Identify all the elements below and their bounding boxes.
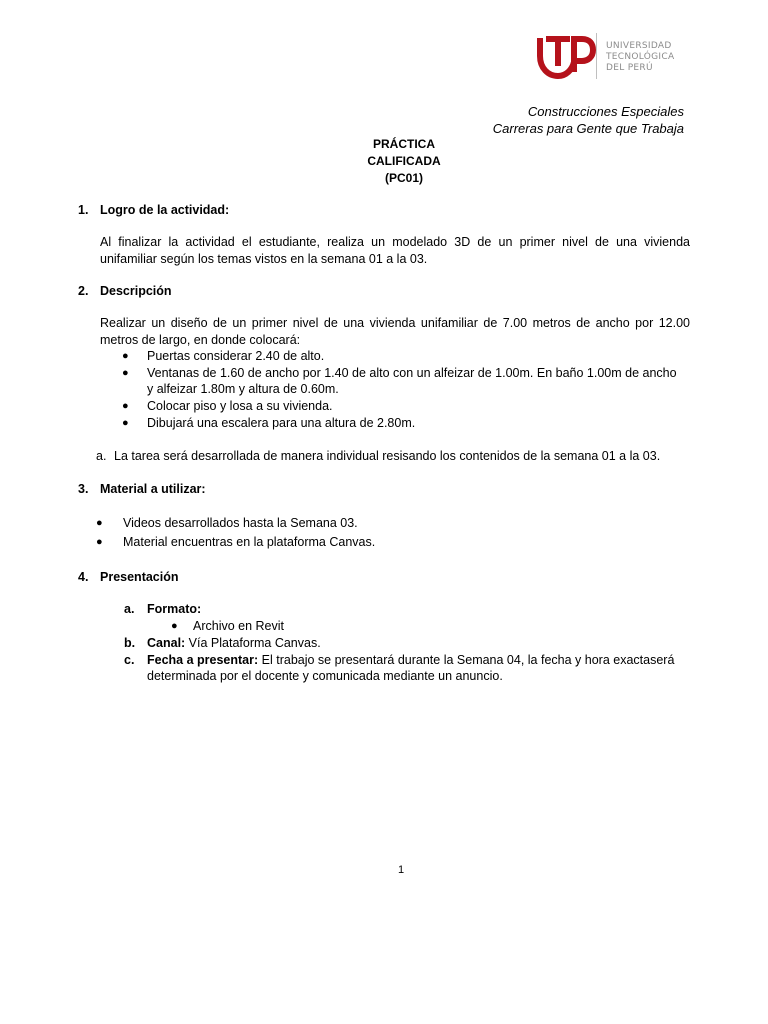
- section-2-bullet-2-line-1: Ventanas de 1.60 de ancho por 1.40 de alto con un alfeizar de 1.00m. En baño 1.00m de ancho: [147, 366, 677, 380]
- section-4-item-b-text: Vía Plataforma Canvas.: [185, 636, 321, 650]
- section-4-item-c-label: Fecha a presentar:: [147, 653, 259, 667]
- university-name-line-1: UNIVERSIDAD: [606, 41, 672, 51]
- bullet-icon: ●: [96, 536, 103, 548]
- page-number: 1: [398, 864, 405, 876]
- university-name: [606, 41, 674, 74]
- section-4-item-b: [147, 635, 321, 651]
- section-4-item-c-line-2: determinada por el docente y comunicada mediante un anuncio.: [147, 669, 503, 683]
- section-2-number: 2.: [78, 284, 89, 298]
- section-2-body: [100, 315, 690, 348]
- section-2-note-text: La tarea será desarrollada de manera individual resisando los contenidos de la semana 01 a la 03.: [114, 449, 661, 463]
- section-4-item-b-label: Canal:: [147, 636, 186, 650]
- section-4-item-a-label: Formato:: [147, 602, 202, 616]
- bullet-icon: ●: [96, 517, 103, 529]
- course-name: Construcciones Especiales: [527, 104, 684, 119]
- section-4-item-a-sub-bullet: Archivo en Revit: [193, 619, 285, 633]
- section-4-item-c-line-1: [147, 652, 674, 668]
- utp-logo-mark-icon: [536, 30, 596, 80]
- section-4-item-c-text-1: El trabajo se presentará durante la Semana 04, la fecha y hora exactaserá: [258, 653, 675, 667]
- course-header: [493, 103, 684, 137]
- section-2-bullet-1: Puertas considerar 2.40 de alto.: [147, 349, 325, 363]
- section-1-body: [100, 234, 690, 267]
- document-title: [0, 136, 768, 187]
- logo-divider: [596, 33, 597, 79]
- section-2-body-line-2: metros de largo, en donde colocará:: [100, 332, 301, 347]
- section-3-number: 3.: [78, 482, 89, 496]
- section-1-body-line-2: unifamiliar según los temas vistos en la semana 01 a la 03.: [100, 251, 428, 266]
- section-3-heading: Material a utilizar:: [100, 482, 206, 496]
- section-2-note-letter: a.: [96, 449, 107, 463]
- section-1-heading: Logro de la actividad:: [100, 203, 230, 217]
- title-line-2: CALIFICADA: [367, 154, 441, 168]
- program-name: Carreras para Gente que Trabaja: [492, 121, 684, 136]
- section-2-bullet-2-line-2: y alfeizar 1.80m y altura de 0.60m.: [147, 382, 339, 396]
- section-2-bullet-3: Colocar piso y losa a su vivienda.: [147, 399, 333, 413]
- utp-logo: [536, 30, 706, 85]
- title-line-3: (PC01): [384, 171, 423, 185]
- bullet-icon: ●: [122, 400, 129, 412]
- section-4-number: 4.: [78, 570, 89, 584]
- title-line-1: PRÁCTICA: [373, 137, 435, 151]
- section-4-item-a-letter: a.: [124, 602, 135, 616]
- section-2-bullet-4: Dibujará una escalera para una altura de 2.80m.: [147, 416, 416, 430]
- section-2-heading: Descripción: [100, 284, 172, 298]
- bullet-icon: ●: [122, 350, 129, 362]
- section-1-body-line-1: Al finalizar la actividad el estudiante, realiza un modelado 3D de un primer nivel de una vivienda: [100, 235, 690, 249]
- section-3-bullet-2: Material encuentras en la plataforma Canvas.: [123, 535, 376, 549]
- section-1-number: 1.: [78, 203, 89, 217]
- section-4-heading: Presentación: [100, 570, 179, 584]
- section-3-bullet-1: Videos desarrollados hasta la Semana 03.: [123, 516, 358, 530]
- bullet-icon: ●: [171, 620, 178, 632]
- section-4-item-b-letter: b.: [124, 636, 136, 650]
- section-4-item-c-letter: c.: [124, 653, 135, 667]
- bullet-icon: ●: [122, 417, 129, 429]
- university-name-line-2: TECNOLÓGICA: [606, 52, 675, 62]
- bullet-icon: ●: [122, 367, 129, 379]
- university-name-line-3: DEL PERÚ: [606, 63, 653, 73]
- section-2-body-line-1: Realizar un diseño de un primer nivel de una vivienda unifamiliar de 7.00 metros de ancho por 12.00: [100, 316, 690, 330]
